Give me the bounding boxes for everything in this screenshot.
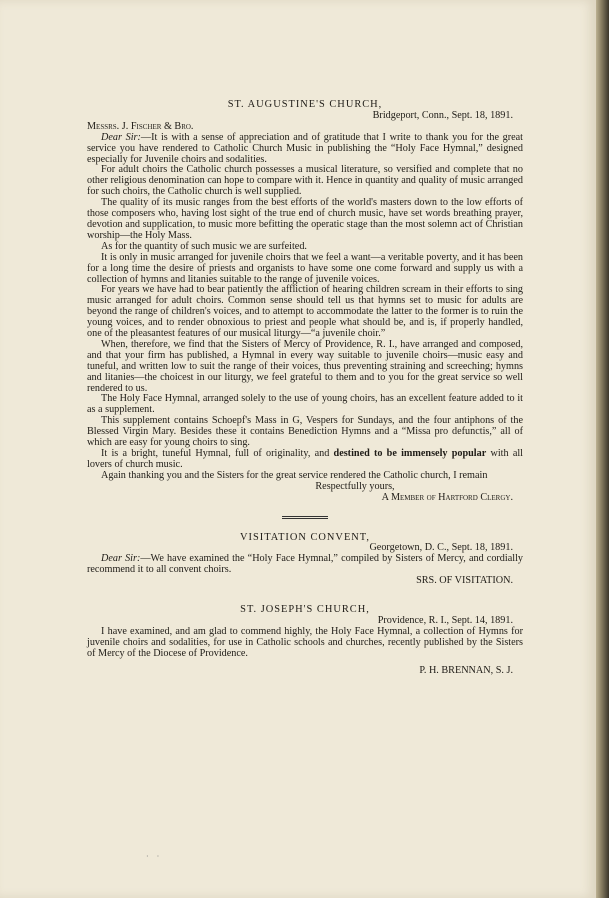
letter1-p3: The quality of its music ranges from the best efforts of the world's masters down to the low efforts of those composers who, having lost sight of the true end of church music, have set words breathing prayer, devotion and supplication, to music more befitting the operatic stage than the most solemn act of Christian worship—the Holy Mass. — [87, 197, 523, 241]
letter3-dateline: Providence, R. I., Sept. 14, 1891. — [377, 614, 513, 626]
letter1-p9: This supplement contains Schoepf's Mass in G, Vespers for Sundays, and the four antiphons of the Blessed Virgin Mary. Besides these it contains Benediction Hymns and a “Missa pro defunctis,” all of which are easy for young choirs to sing. — [87, 415, 523, 449]
letter1-p11: Again thanking you and the Sisters for the great service rendered the Catholic church, I remain — [101, 469, 488, 481]
letter1-p7: When, therefore, we find that the Sisters of Mercy of Providence, R. I., have arranged and composed, and that your firm has published, a Hymnal in every way suitable to juvenile choirs—music easy and tuneful, and written low to suit the range of their voices, thus preventing straining and screeching; hymns and litanies—the choicest in our liturgy, we feel grateful to them and to you for the great service so well rendered to us. — [87, 338, 523, 394]
letter1-p10-bold: destined to be immensely popular — [333, 448, 487, 459]
letter3-heading: ST. JOSEPH'S CHURCH, — [240, 604, 370, 616]
letter1-p4: As for the quantity of such music we are surfeited. — [101, 240, 307, 252]
page-binding-edge — [596, 0, 609, 898]
letter2-paragraph — [87, 554, 523, 576]
section-divider — [282, 516, 328, 519]
letter1-salutation: Dear Sir: — [101, 131, 141, 143]
letter1-p10-post: with all lovers of church music. — [87, 448, 524, 470]
letter1-dateline: Bridgeport, Conn., Sept. 18, 1891. — [372, 109, 513, 121]
paper-speck: · · — [146, 852, 163, 861]
letter1-heading: ST. AUGUSTINE'S CHURCH, — [227, 99, 383, 110]
letter1-signature: A Member of Hartford Clergy. — [381, 491, 513, 503]
letter1-paragraph — [87, 133, 523, 166]
letter1-p2: For adult choirs the Catholic church possesses a musical literature, so versified and complete that no other religious denomination can hope to compare with it. Hence in quantity and quality of music arranged for such choirs, the Catholic church is well supplied. — [87, 164, 523, 198]
letter1-p10 — [87, 449, 523, 471]
letter2-body: —We have examined the “Holy Face Hymnal,” compiled by Sisters of Mercy, and cordially recommend it to all convent choirs. — [87, 553, 524, 576]
letter1-p1-text: —It is with a sense of appreciation and of gratitude that I write to thank you for the great service you have rendered to Catholic Church Music in publishing the “Holy Face Hymnal,” designed especially for Juvenile choirs and sodalities. — [87, 131, 524, 165]
letter1-p10-pre: It is a bright, tuneful Hymnal, full of originality, and — [101, 448, 334, 459]
letter2-signature: SRS. OF VISITATION. — [416, 575, 513, 587]
letter1-p8: The Holy Face Hymnal, arranged solely to the use of young choirs, has an excellent feature added to it as a supplement. — [87, 393, 523, 416]
letter2-heading: VISITATION CONVENT, — [240, 531, 370, 543]
letter1-closing: Respectfully yours, — [315, 480, 395, 492]
letter3-body: I have examined, and am glad to commend highly, the Holy Face Hymnal, a collection of Hymns for juvenile choirs and sodalities, for use in Catholic schools and churches, recently published by the Sisters of Mercy of the Diocese of Providence. — [87, 625, 523, 659]
letter1-p6: For years we have had to bear patiently the affliction of hearing children scream in their efforts to sing music arranged for adult choirs. Common sense should tell us that hymns set to music for adults are beyond the range of children's voices, and to attempt to accommodate the latter to the former is to ruin the young voices, and to render obnoxious to priest and people what should be, and is, if properly handled, one of the pleasantest features of our musical liturgy—“a juvenile choir.” — [87, 284, 523, 340]
letter2-dateline: Georgetown, D. C., Sept. 18, 1891. — [369, 542, 513, 554]
letter1-addressee: Messrs. J. Fischer & Bro. — [87, 120, 194, 132]
letter2-salutation: Dear Sir: — [101, 553, 141, 565]
page-text — [87, 100, 523, 677]
spacer — [87, 587, 523, 605]
letter1-p5: It is only in music arranged for juvenile choirs that we feel a want—a veritable poverty, and it has been for a long time the desire of priests and organists to have some one come forward and supply us with a collection of hymns and litanies suitable to the range of juvenile voices. — [87, 251, 523, 285]
letter3-signature: P. H. BRENNAN, S. J. — [419, 664, 513, 676]
